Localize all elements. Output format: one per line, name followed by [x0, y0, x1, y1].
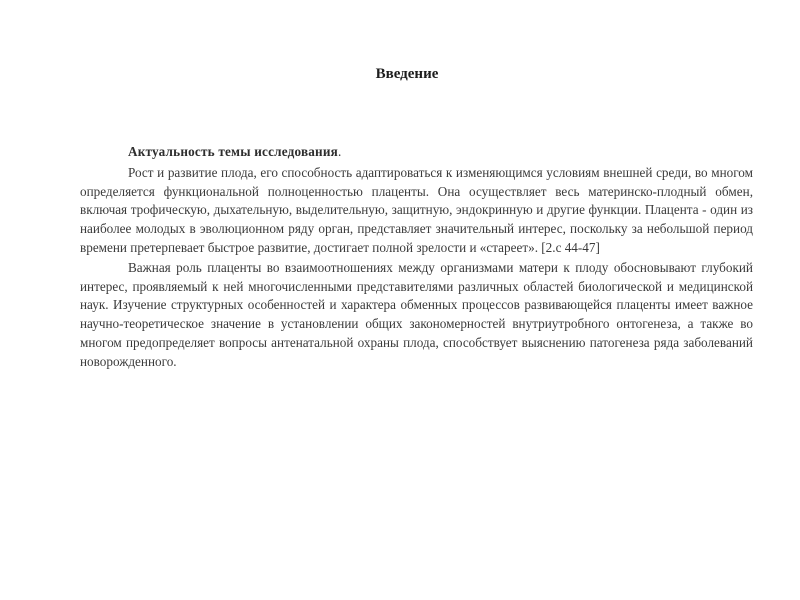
paragraph-1: Рост и развитие плода, его способность адаптироваться к изменяющимся условиям внешней среди, во многом определяется функциональной полноценностью плаценты. Она осуществляет весь материнско-плодный обмен, включая трофическую, дыхательную, выделительную, защитную, эндокринную и другие функции. Плацента - один из наиболее молодых в эволюционном ряду орган, представляет значительный интерес, поскольку за небольшой период времени претерпевает быстрое развитие, достигает полной зрелости и «стареет». [2.с 44-47] [80, 164, 753, 255]
subheading-punctuation: . [338, 144, 342, 159]
page-title: Введение [375, 66, 439, 82]
paragraph-2: Важная роль плаценты во взаимоотношениях между организмами матери к плоду обосновывают глубокий интерес, проявляемый к ней многочисленными представителями различных областей биологической и медицинской наук. Изучение структурных особенностей и характера обменных процессов развивающейся плаценты имеет важное научно-теоретическое значение в установлении общих закономерностей внутриутробного онтогенеза, а также во многом предопределяет вопросы антенатальной охраны плода, способствует выяснению патогенеза ряда заболеваний новорожденного. [80, 259, 753, 369]
document-body [80, 143, 753, 373]
subheading-text: Актуальность темы исследования [128, 144, 338, 159]
section-subheading [80, 143, 753, 162]
